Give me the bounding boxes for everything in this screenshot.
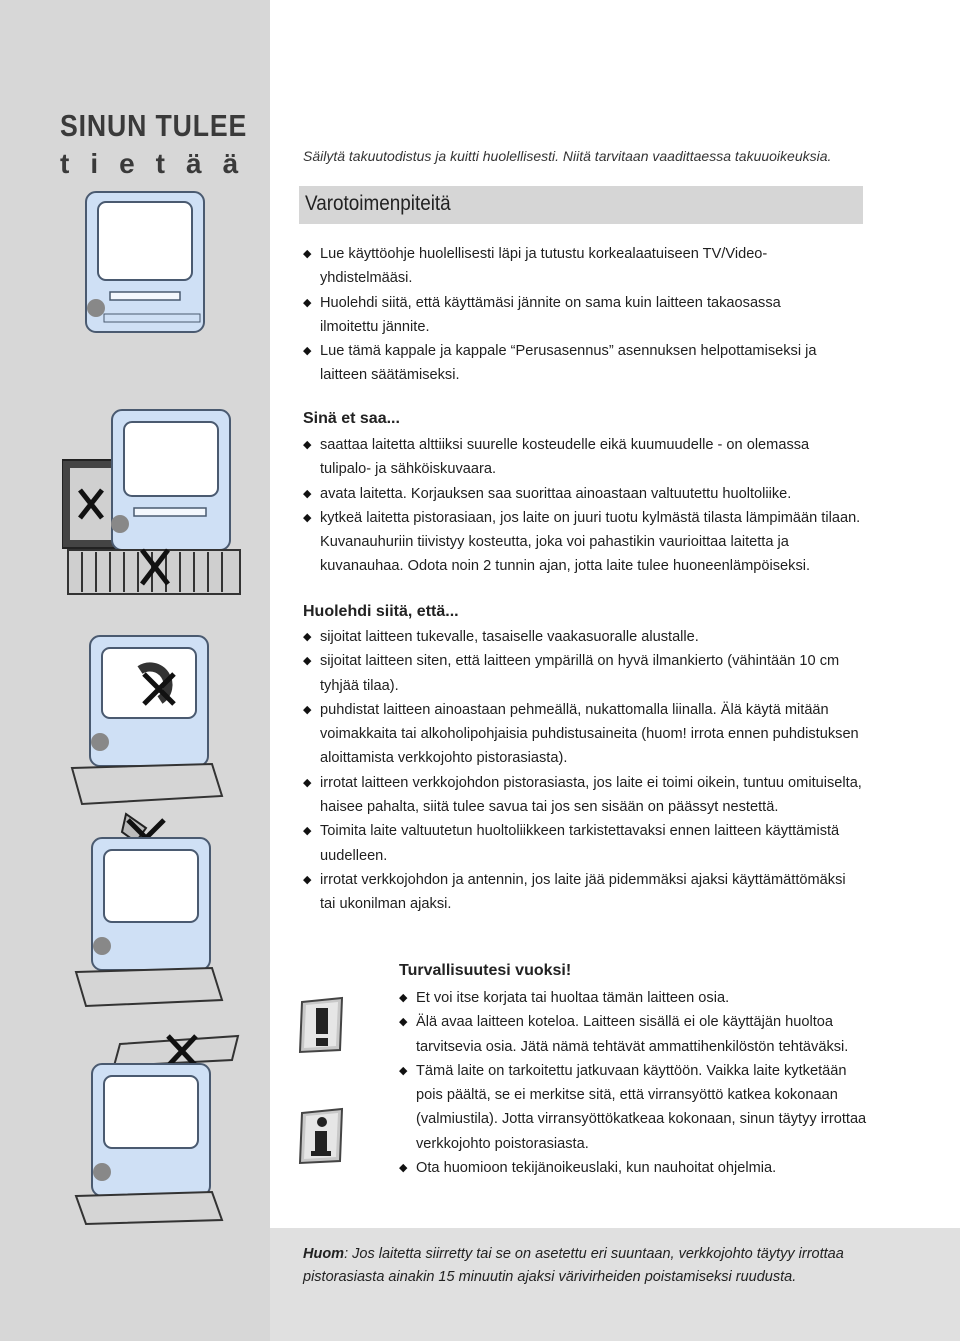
list-item-text: avata laitetta. Korjauksen saa suorittaa ainoastaan valtuutettu huoltoliike. — [320, 485, 792, 502]
note-text: : Jos laitetta siirretty tai se on asetettu eri suuntaan, verkkojohto täytyy irrottaa pistorasiasta ainakin 15 minuutin ajaksi värivirheiden poistamiseksi ruudusta. — [303, 1246, 844, 1285]
tv-illustration-magnet — [62, 608, 232, 808]
list-item — [303, 506, 863, 579]
section-header-bar — [299, 186, 863, 224]
list-item — [303, 433, 863, 482]
list-item — [399, 1156, 869, 1180]
prohibitions-list — [303, 433, 863, 579]
intro-text: Säilytä takuutodistus ja kuitti huolellisesti. Niitä tarvitaan vaadittaessa takuuoikeuksia. — [303, 148, 832, 164]
list-item-text: saattaa laitetta alttiiksi suurelle kosteudelle eikä kuumuudelle - on olemassa tulipalo- ja sähköiskuvaara. — [320, 437, 810, 478]
bullet-icon: ◆ — [399, 1162, 408, 1175]
section-heading-sina-et-saa: Sinä et saa... — [303, 410, 400, 427]
tv-illustration-heat — [62, 400, 242, 600]
list-item — [303, 698, 863, 771]
bullet-icon: ◆ — [303, 296, 312, 309]
tv-illustration-1 — [80, 188, 210, 338]
info-icon — [296, 1107, 348, 1165]
list-item-text: kytkeä laitetta pistorasiaan, jos laite on juuri tuotu kylmästä tilasta lämpimään tilaan. Kuvanauhuriin tiivistyy kosteutta, joka voi pahastikin vaurioittaa laitetta ja kuvanauhaa. Odota noin 2 tunnin ajan, jotta laite tulee huoneenlämpöiseksi. — [320, 509, 861, 575]
list-item-text: Huolehdi siitä, että käyttämäsi jännite on sama kuin laitteen takaosassa ilmoitettu jännite. — [320, 294, 781, 335]
sidebar-subtitle: tietää — [60, 148, 260, 179]
precautions-list — [303, 242, 823, 388]
care-list — [303, 625, 863, 917]
list-item — [399, 1010, 869, 1059]
list-item-text: Lue käyttöohje huolellisesti läpi ja tutustu korkealaatuiseen TV/Video-yhdistelmääsi. — [320, 246, 768, 287]
list-item — [303, 339, 823, 388]
bullet-icon: ◆ — [303, 511, 312, 524]
list-item — [399, 1059, 869, 1156]
tv-illustration-liquid — [72, 808, 232, 1008]
list-item-text: puhdistat laitteen ainoastaan pehmeällä, nukattomalla liinalla. Älä käytä mitään voimakkaita tai alkoholipohjaisia puhdistusaineita (huom! irrota ennen puhdistuksen aloittamista verkkojohto pistorasiasta). — [320, 701, 859, 767]
bullet-icon: ◆ — [303, 487, 312, 500]
list-item — [303, 242, 823, 291]
bullet-icon: ◆ — [303, 825, 312, 838]
list-item — [303, 625, 863, 649]
list-item-text: sijoitat laitteen tukevalle, tasaiselle vaakasuoralle alustalle. — [320, 629, 699, 645]
section-heading-huolehdi: Huolehdi siitä, että... — [303, 603, 459, 620]
bullet-icon: ◆ — [303, 873, 312, 886]
list-item-text: sijoitat laitteen siten, että laitteen ympärillä on hyvä ilmankierto (vähintään 10 cm tyhjää tilaa). — [320, 653, 840, 694]
bullet-icon: ◆ — [303, 655, 312, 668]
list-item-text: Älä avaa laitteen koteloa. Laitteen sisällä ei ole käyttäjän huoltoa tarvitsevia osia. Jätä nämä tehtävät ammattihenkilöstön tehtäväksi. — [416, 1014, 849, 1055]
bullet-icon: ◆ — [303, 248, 312, 260]
bullet-icon: ◆ — [303, 776, 312, 789]
list-item — [303, 868, 863, 917]
warning-icon — [296, 996, 348, 1054]
list-item — [399, 986, 869, 1010]
list-item — [303, 819, 863, 868]
list-item-text: Toimita laite valtuutetun huoltoliikkeen tarkistettavaksi ennen laitteen käyttämistä uudelleen. — [320, 823, 840, 864]
safety-list — [399, 986, 869, 1180]
bullet-icon: ◆ — [303, 703, 312, 716]
list-item — [303, 291, 823, 340]
bullet-icon: ◆ — [303, 439, 312, 451]
section-heading-turvallisuutesi: Turvallisuutesi vuoksi! — [399, 962, 572, 979]
bullet-icon: ◆ — [303, 345, 312, 358]
bullet-icon: ◆ — [399, 992, 408, 1004]
list-item — [303, 482, 863, 506]
bullet-icon: ◆ — [399, 1064, 408, 1077]
section-heading-varotoimenpiteita: Varotoimenpiteitä — [305, 192, 451, 215]
list-item — [303, 649, 863, 698]
list-item-text: Lue tämä kappale ja kappale “Perusasennus” asennuksen helpottamiseksi ja laitteen säätämiseksi. — [320, 343, 817, 384]
note-label: Huom — [303, 1246, 345, 1262]
list-item-text: irrotat laitteen verkkojohdon pistorasiasta, jos laite ei toimi oikein, tuntuu omituiselta, haisee pahalta, siitä tulee savua tai jos sen sisään on päässyt nestettä. — [320, 774, 862, 816]
bullet-icon: ◆ — [399, 1016, 408, 1029]
bullet-icon: ◆ — [303, 631, 312, 643]
list-item — [303, 771, 863, 820]
tv-illustration-blocked — [72, 1026, 242, 1226]
list-item-text: Et voi itse korjata tai huoltaa tämän laitteen osia. — [416, 990, 730, 1006]
list-item-text: Tämä laite on tarkoitettu jatkuvaan käyttöön. Vaikka laite kytketään pois päältä, se ei merkitse sitä, että virransyöttö katkea kokonaan (valmiustila). Jotta virransyöttökatkeaa kokonaan, sinun täytyy irrottaa verkkojohto poistorasiasta. — [416, 1062, 867, 1152]
list-item-text: irrotat verkkojohdon ja antennin, jos laite jää pidemmäksi ajaksi käyttämättömäksi tai ukonilman ajaksi. — [320, 871, 846, 913]
sidebar-title: SINUN TULEE — [60, 108, 248, 143]
note — [303, 1243, 903, 1289]
list-item-text: Ota huomioon tekijänoikeuslaki, kun nauhoitat ohjelmia. — [416, 1160, 777, 1177]
